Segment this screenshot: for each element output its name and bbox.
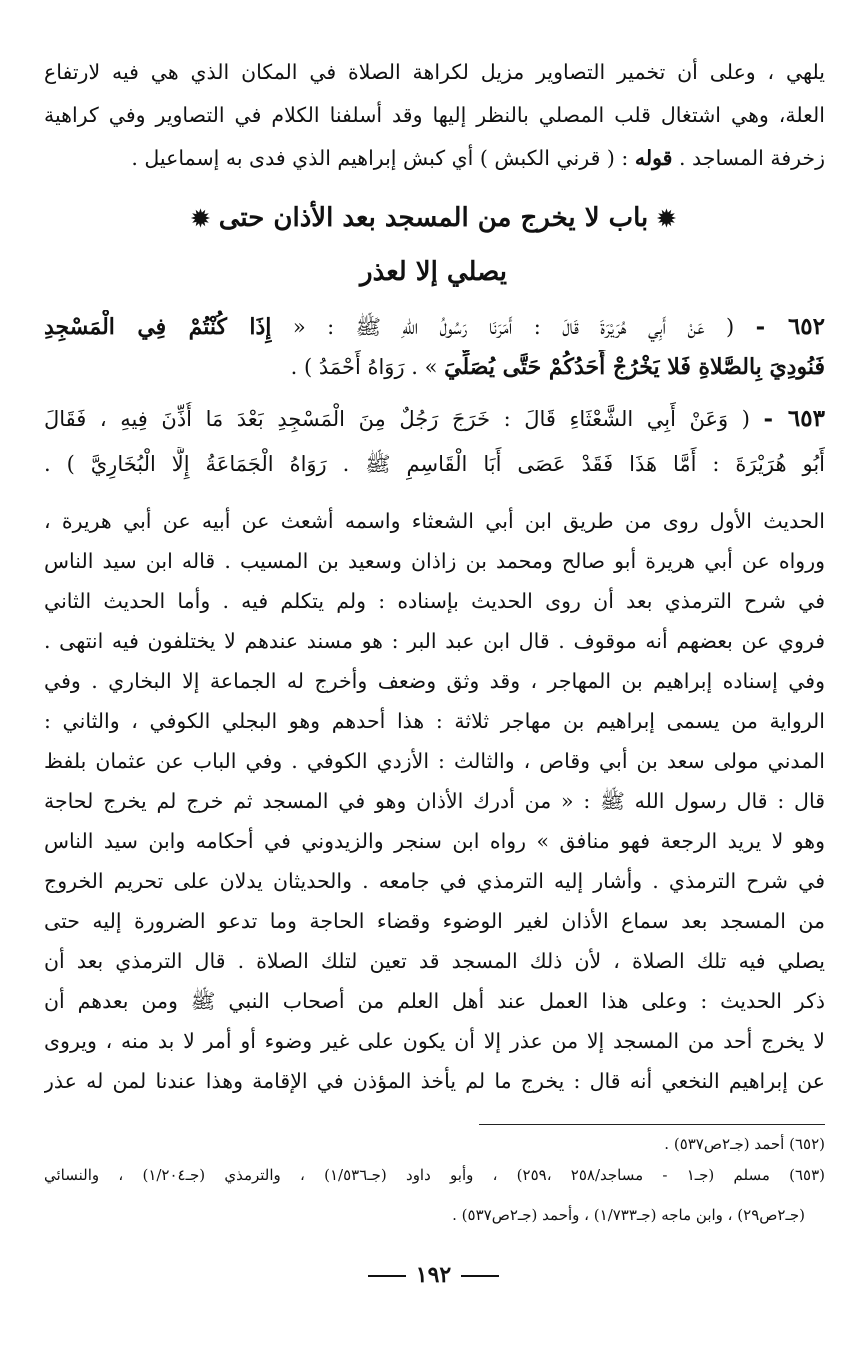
commentary-line: من المسجد بعد سماع الأذان لغير الوضوء وقضاء الحاجة وما تدعو الضرورة إليه حتى bbox=[44, 909, 825, 933]
commentary-line: الرواية من يسمى إبراهيم بن مهاجر ثلاثة : هذا أحدهم وهو البجلي الكوفي ، والثاني : bbox=[44, 709, 825, 733]
commentary-line: المدني مولى سعد بن أبي وقاص ، والثالث : الأزدي الكوفي . وفي الباب عن عثمان بلفظ bbox=[44, 749, 825, 773]
star-ornament-icon: ✹ bbox=[657, 206, 676, 232]
hadith-652-line2 bbox=[44, 350, 825, 384]
commentary-line: يصلي فيه تلك الصلاة ، لأن ذلك المسجد قد تعين لتلك الصلاة . قال الترمذي بعد أن bbox=[44, 949, 825, 973]
body-line-part: زخرفة المساجد . bbox=[679, 146, 825, 170]
hadith-text: ( وَعَنْ أَبِي الشَّعْثَاءِ قَالَ : خَرَجَ رَجُلٌ مِنَ الْمَسْجِدِ بَعْدَ مَا أُذِّنَ فِيهِ ، فَقَالَ bbox=[44, 407, 750, 431]
page-number-text: ١٩٢ bbox=[415, 1262, 452, 1288]
body-line-part: : ( قرني الكبش ) أي كبش إبراهيم الذي فدى به إسماعيل . bbox=[131, 146, 629, 170]
commentary-line: في شرح الترمذي . وأشار إليه الترمذي في جامعه . والحديثان يدلان على تحريم الخروج bbox=[44, 869, 825, 893]
hadith-number: ٦٥٢ - bbox=[755, 313, 825, 340]
footnote-653: (٦٥٣) مسلم (جـ١ - مساجد/٢٥٨ ،٢٥٩) ، وأبو داود (جـ١/٥٣٦) ، والترمذي (جـ١/٢٠٤) ، والنسائي bbox=[44, 1166, 825, 1184]
body-line: العلة، وهي اشتغال قلب المصلي بالنظر إليها وقد أسلفنا الكلام في التصاوير وفي كراهية bbox=[44, 103, 825, 127]
commentary-line: في شرح الترمذي بعد أن روى الحديث بإسناده : ولم يتكلم فيه . وأما الحديث الثاني bbox=[44, 589, 825, 613]
body-line bbox=[44, 141, 825, 175]
body-line: يلهي ، وعلى أن تخمير التصاوير مزيل لكراهة الصلاة في المكان الذي هي فيه لارتفاع bbox=[44, 60, 825, 84]
commentary-line: قال : قال رسول الله ﷺ : « من أدرك الأذان وهو في المسجد ثم خرج لم يخرج لحاجة bbox=[44, 789, 825, 813]
commentary-line: الحديث الأول روى من طريق ابن أبي الشعثاء واسمه أشعث عن أبيه عن أبي هريرة ، bbox=[44, 509, 825, 533]
footnote-divider bbox=[479, 1124, 825, 1125]
dash-decoration bbox=[368, 1275, 406, 1277]
commentary-line: لا يخرج أحد من المسجد إلا من عذر إلا أن يكون على غير وضوء أو أمر لا بد منه ، ويروى bbox=[44, 1029, 825, 1053]
commentary-line: وفي إسناده إبراهيم بن المهاجر ، وقد وثق وضعف وأخرج له الجماعة إلا البخاري . وفي bbox=[44, 669, 825, 693]
hadith-652-line1 bbox=[44, 310, 825, 344]
footnote-653-cont: (جـ٢ص٢٩) ، وابن ماجه (جـ١/٧٣٣) ، وأحمد (جـ٢ص٥٣٧) . bbox=[452, 1206, 805, 1224]
chapter-title-line1: باب لا يخرج من المسجد بعد الأذان حتى bbox=[218, 203, 649, 233]
star-ornament-icon: ✹ bbox=[191, 206, 210, 232]
commentary-line: عن إبراهيم النخعي أنه قال : يخرج ما لم يأخذ المؤذن في الإقامة وهذا عندنا لمن له عذر bbox=[44, 1069, 825, 1093]
hadith-text: » . رَوَاهُ أَحْمَدُ ) . bbox=[290, 355, 438, 379]
hadith-653-line1 bbox=[44, 402, 825, 436]
chapter-title bbox=[0, 198, 867, 239]
hadith-text-bold: إِذَا كُنْتُمْ فِي الْمَسْجِدِ bbox=[44, 314, 272, 340]
keyword-qawluh: قوله bbox=[634, 146, 673, 170]
commentary-line: وهو لا يريد الرجعة فهو منافق » رواه ابن سنجر والزيدوني في أحكامه وابن سيد الناس bbox=[44, 829, 825, 853]
commentary-line: فروي عن بعضهم أنه موقوف . قال ابن عبد البر : هو مسند عندهم لا يختلفون فيه انتهى . bbox=[44, 629, 825, 653]
hadith-number: ٦٥٣ - bbox=[763, 405, 825, 432]
commentary-line: ذكر الحديث : وعلى هذا العمل عند أهل العلم من أصحاب النبي ﷺ ومن بعدهم أن bbox=[44, 989, 825, 1013]
chapter-title-line2: يصلي إلا لعذر bbox=[360, 257, 507, 287]
footnote-652: (٦٥٢) أحمد (جـ٢ص٥٣٧) . bbox=[664, 1135, 825, 1153]
page-number bbox=[0, 1262, 867, 1288]
commentary-line: ورواه عن أبي هريرة أبو صالح ومحمد بن زاذان وسعيد بن المسيب . قاله ابن سيد الناس bbox=[44, 549, 825, 573]
hadith-653-line2: أَبُو هُرَيْرَةَ : أَمَّا هَذَا فَقَدْ عَصَى أَبَا الْقَاسِمِ ﷺ . رَوَاهُ الْجَمَاعَةُ إِلَّا الْبُخَارِيَّ ) . bbox=[44, 452, 825, 476]
hadith-text: ( عَنْ أَبِي هُرَيْرَةَ قَالَ : أَمَرَنَا رَسُولُ اللهِ ﷺ : « bbox=[292, 315, 735, 339]
hadith-text-bold: فَنُودِيَ بِالصَّلاةِ فَلا يَخْرُجْ أَحَدُكُمْ حَتَّى يُصَلِّيَ bbox=[444, 354, 825, 380]
dash-decoration bbox=[461, 1275, 499, 1277]
